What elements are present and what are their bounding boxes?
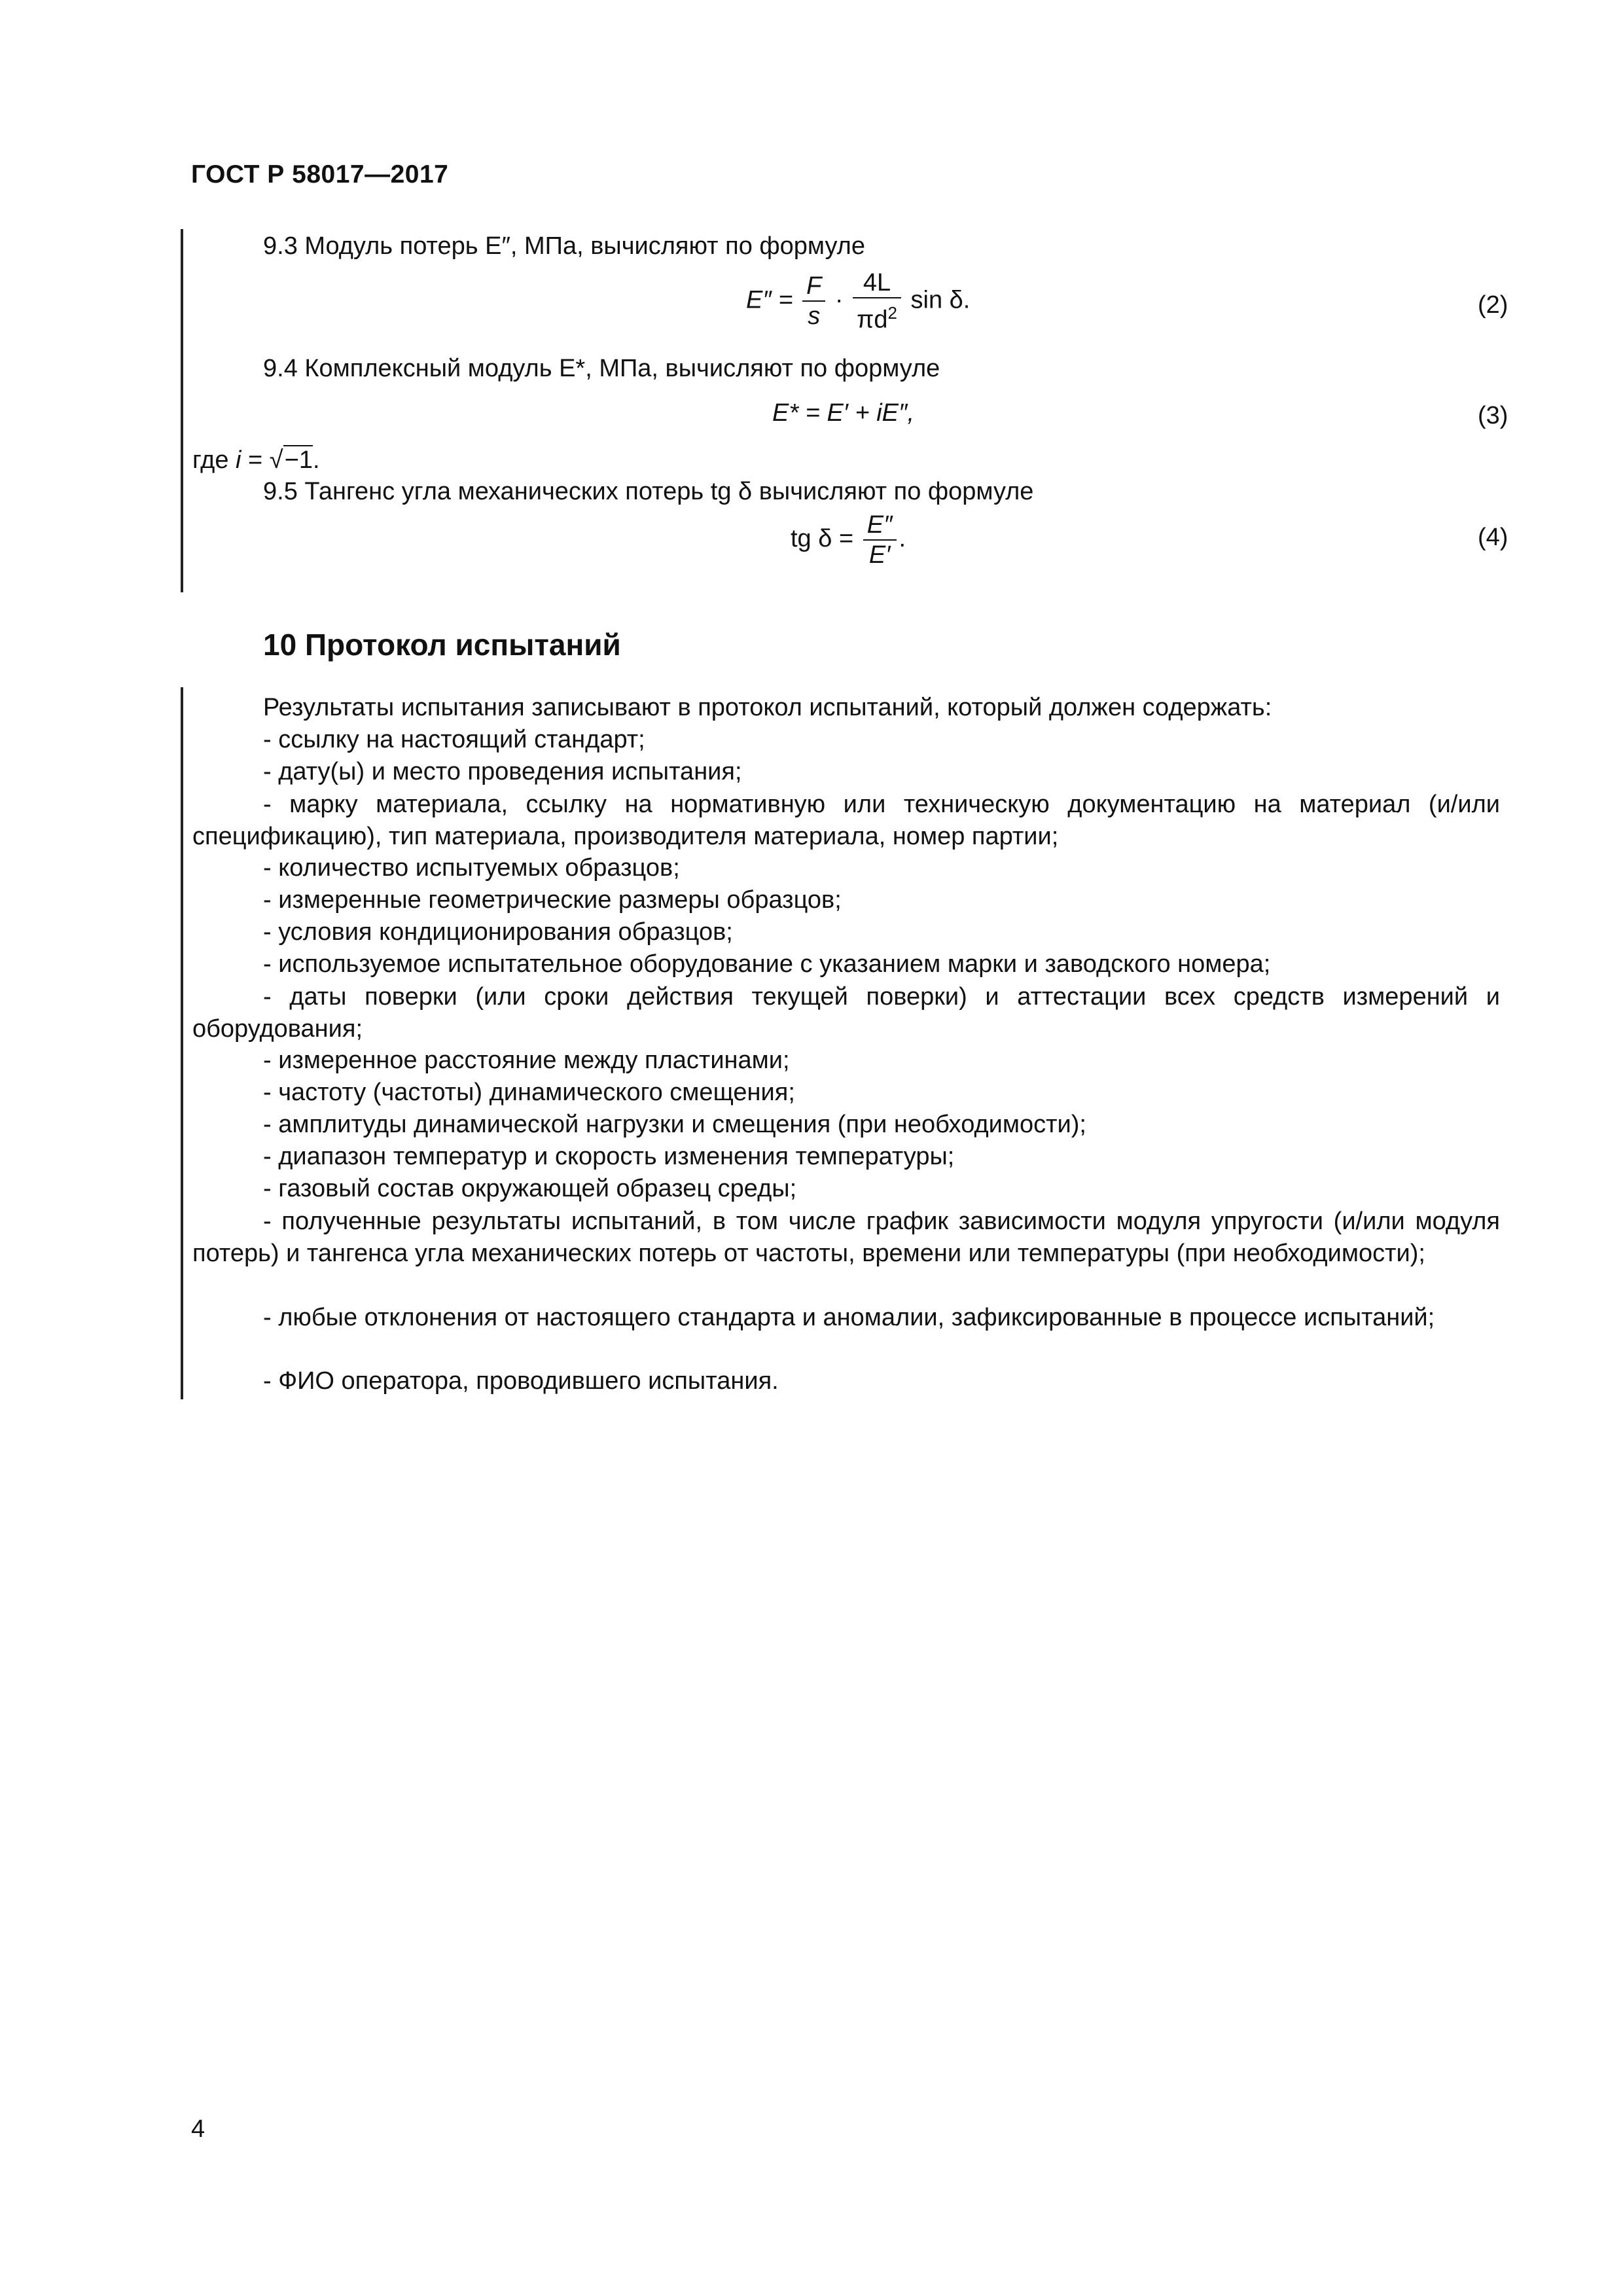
equation-number: (3)	[1478, 402, 1508, 429]
list-item: - ФИО оператора, проводившего испытания.	[263, 1367, 779, 1395]
list-item: - любые отклонения от настоящего стандарта и аномалии, зафиксированные в процессе испытаний;	[263, 1304, 1435, 1331]
multiply-dot: ·	[834, 286, 844, 314]
list-item: - газовый состав окружающей образец среды;	[263, 1175, 797, 1202]
equals: =	[241, 446, 270, 474]
denominator	[853, 298, 901, 334]
period: .	[312, 446, 320, 474]
where-clause	[192, 445, 320, 475]
list-item: - используемое испытательное оборудование с указанием марки и заводского номера;	[263, 950, 1271, 978]
fraction	[853, 268, 901, 334]
list-item: - даты поверки (или сроки действия текущей поверки) и аттестации всех средств измерений и оборудования;	[192, 983, 1500, 1043]
paragraph-9-4: 9.4 Комплексный модуль E*, МПа, вычисляют по формуле	[263, 355, 940, 382]
formula-lhs: E″ =	[746, 286, 793, 314]
section-title: 10 Протокол испытаний	[263, 628, 621, 662]
where-prefix: где	[192, 446, 236, 474]
section-intro: Результаты испытания записывают в протокол испытаний, который должен содержать:	[263, 694, 1272, 721]
denominator: s	[808, 302, 821, 331]
list-item: - марку материала, ссылку на нормативную или техническую документацию на материал (и/или спецификацию), тип материала, производителя материала, номер партии;	[192, 791, 1500, 850]
formula-lhs: tg δ =	[791, 525, 854, 553]
change-bar	[181, 229, 183, 592]
numerator: E″	[863, 511, 897, 541]
imaginary-unit: i	[236, 446, 241, 474]
period: .	[899, 525, 906, 553]
formula-4	[791, 511, 906, 569]
fraction	[863, 511, 897, 569]
formula-3: E* = E′ + iE″,	[772, 399, 915, 427]
list-item: - дату(ы) и место проведения испытания;	[263, 758, 742, 785]
list-item: - диапазон температур и скорость изменения температуры;	[263, 1143, 955, 1170]
fraction	[802, 272, 825, 331]
numerator: 4L	[853, 268, 901, 298]
list-item: - измеренное расстояние между пластинами;	[263, 1047, 790, 1074]
list-item: - полученные результаты испытаний, в том числе график зависимости модуля упругости (и/или модуля потерь) и тангенса угла механических потерь от частоты, времени или температуры (при необходимости);	[192, 1208, 1500, 1267]
page-number: 4	[191, 2115, 205, 2143]
denominator: E′	[868, 541, 891, 569]
list-item: - количество испытуемых образцов;	[263, 854, 680, 882]
denominator-base: πd	[857, 306, 888, 334]
formula-tail: sin δ.	[910, 286, 971, 314]
sqrt-sign: √	[269, 446, 283, 474]
numerator: F	[802, 272, 825, 302]
list-item: - амплитуды динамической нагрузки и смещения (при необходимости);	[263, 1111, 1086, 1138]
list-item: - частоту (частоты) динамического смещения;	[263, 1079, 795, 1106]
equation-number: (2)	[1478, 291, 1508, 319]
paragraph-9-5: 9.5 Тангенс угла механических потерь tg δ вычисляют по формуле	[263, 478, 1034, 505]
list-item: - условия кондиционирования образцов;	[263, 918, 733, 946]
formula-2	[746, 268, 970, 334]
document-header: ГОСТ Р 58017—2017	[191, 160, 449, 188]
list-item: - ссылку на настоящий стандарт;	[263, 726, 645, 753]
change-bar	[181, 687, 183, 1399]
paragraph-9-3: 9.3 Модуль потерь E″, МПа, вычисляют по формуле	[263, 232, 865, 260]
sqrt-argument: −1	[284, 446, 313, 474]
equation-number: (4)	[1478, 524, 1508, 551]
list-item: - измеренные геометрические размеры образцов;	[263, 886, 842, 914]
exponent: 2	[887, 303, 897, 323]
